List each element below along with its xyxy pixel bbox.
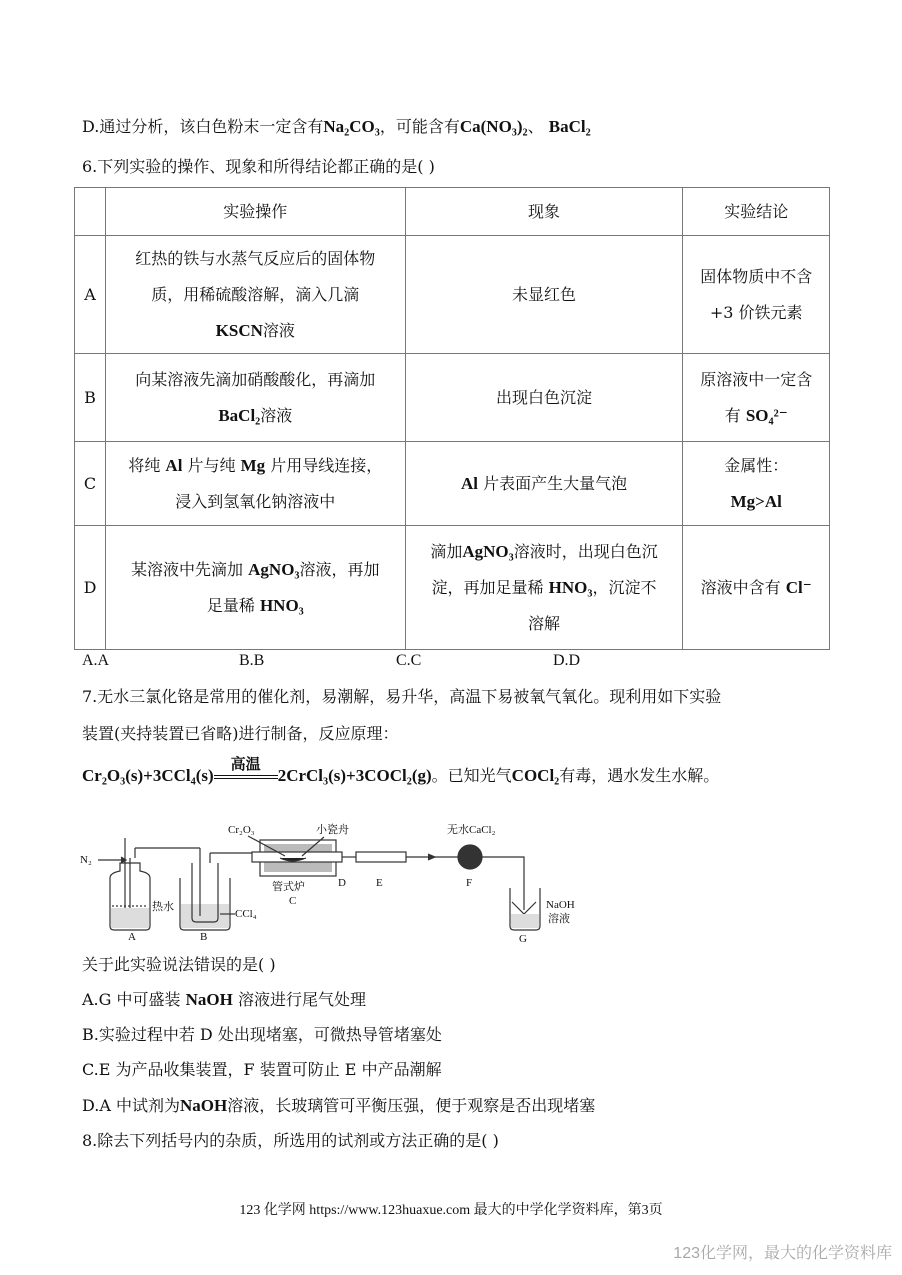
eq-condition <box>214 755 278 786</box>
label-e: E <box>376 877 383 889</box>
row-conclusion <box>683 354 830 442</box>
q7-line2: 装置(夹持装置已省略)进行制备，反应原理： <box>82 724 399 743</box>
row-conclusion <box>683 526 830 650</box>
formula-cano3: Ca(NO₃)₂ <box>459 117 528 136</box>
concl-line: Mg>Al <box>730 491 782 511</box>
q7-line1: 7.无水三氯化铬是常用的催化剂，易潮解，易升华，高温下易被氧气氧化。现利用如下实验 <box>82 687 722 706</box>
op-line <box>114 588 397 624</box>
q5d-prefix: D.通过分析，该白色粉末一定含有 <box>82 117 324 136</box>
concl-line: 固体物质中不含 <box>700 266 813 286</box>
q7-option-d[interactable] <box>82 1093 595 1116</box>
formula-hno3: HNO₃ <box>259 595 304 615</box>
op-text: 将纯 <box>128 455 161 475</box>
eq-products: 2CrCl₃(s)+3COCl₂(g) <box>277 766 432 785</box>
phen-text: 片表面产生大量气泡 <box>483 473 628 493</box>
row-label: A <box>75 236 106 354</box>
formula-cocl2: COCl₂ <box>511 766 560 785</box>
row-conclusion <box>683 236 830 354</box>
q6-option-c[interactable]: C.C <box>396 652 422 669</box>
phen-line: 溶解 <box>528 613 561 633</box>
label-naoh: NaOH <box>546 899 575 911</box>
table-header-row <box>75 188 830 236</box>
header-conclusion: 实验结论 <box>683 188 830 236</box>
watermark-text: 123化学网，最大的化学资料库 <box>673 1245 892 1262</box>
op-line: 质，用稀硫酸溶解，滴入几滴 <box>151 284 360 304</box>
row-operation <box>105 354 405 442</box>
option-text: D.A 中试剂为 <box>82 1096 180 1115</box>
phen-text: 淀，再加足量稀 <box>431 577 544 597</box>
op-text: 溶液 <box>260 405 293 425</box>
option-text: A.G 中可盛装 <box>82 990 181 1009</box>
formula-agno3: AgNO₃ <box>248 559 300 579</box>
row-label: D <box>75 526 106 650</box>
q5d-mid: ，可能含有 <box>379 117 460 136</box>
op-line <box>114 552 397 588</box>
table-row <box>75 354 830 442</box>
op-text: 溶液，再加 <box>299 559 380 579</box>
row-operation <box>105 442 405 526</box>
row-label: C <box>75 442 106 526</box>
q6-table <box>74 187 830 650</box>
row-phenomenon <box>405 442 683 526</box>
formula-bacl2: BaCl₂ <box>548 117 591 136</box>
row-phenomenon: 出现白色沉淀 <box>405 354 683 442</box>
q8-stem: 8.除去下列括号内的杂质，所选用的试剂或方法正确的是( ) <box>82 1131 499 1150</box>
op-line <box>114 398 397 434</box>
label-solution: 溶液 <box>548 913 570 925</box>
label-f: F <box>466 877 473 889</box>
label-ccl4: CCl₄ <box>235 908 257 920</box>
formula-mg: Mg <box>240 455 266 475</box>
row-label: B <box>75 354 106 442</box>
label-furnace: 管式炉 <box>272 881 305 893</box>
op-line: 红热的铁与水蒸气反应后的固体物 <box>135 248 376 268</box>
formula-kscn: KSCN <box>215 320 263 340</box>
concl-text: 有 <box>724 405 741 425</box>
table-row <box>75 236 830 354</box>
concl-line: 金属性： <box>724 455 789 475</box>
page-footer: 123 化学网 https://www.123huaxue.com 最大的中学化学资料库，第3页 <box>239 1203 663 1218</box>
row-operation <box>105 236 405 354</box>
q5-option-d <box>82 114 591 137</box>
op-line: 向某溶液先滴加硝酸酸化，再滴加 <box>135 369 376 389</box>
concl-text: 溶液中含有 <box>700 577 781 597</box>
table-row <box>75 442 830 526</box>
q5d-sep: 、 <box>527 117 544 136</box>
phen-line <box>414 534 675 570</box>
eq-reactants: Cr₂O₃(s)+3CCl₄(s) <box>82 766 214 785</box>
concl-line: 原溶液中一定含 <box>700 369 813 389</box>
q6-option-d[interactable]: D.D <box>553 652 581 669</box>
formula-naoh: NaOH <box>180 1096 228 1115</box>
op-text: 足量稀 <box>206 595 255 615</box>
concl-line: +3 价铁元素 <box>709 302 803 322</box>
eq-condition-label: 高温 <box>230 755 261 773</box>
row-phenomenon: 未显红色 <box>405 236 683 354</box>
q7-option-b[interactable]: B.实验过程中若 D 处出现堵塞，可微热导管堵塞处 <box>82 1025 442 1044</box>
op-text: 溶液 <box>262 320 295 340</box>
op-line: 浸入到氢氧化钠溶液中 <box>175 491 336 511</box>
formula-agno3: AgNO₃ <box>462 541 514 561</box>
formula-naoh: NaOH <box>185 990 233 1009</box>
row-operation <box>105 526 405 650</box>
q7-question: 关于此实验说法错误的是( ) <box>82 955 276 974</box>
op-text: 片用导线连接， <box>270 455 383 475</box>
q7-option-a[interactable] <box>82 987 366 1010</box>
formula-al: Al <box>460 473 478 493</box>
q6-option-a[interactable]: A.A <box>82 652 110 669</box>
formula-na2co3: Na₂CO₃ <box>323 117 380 136</box>
label-c: C <box>289 895 297 907</box>
option-text: 溶液进行尾气处理 <box>237 990 366 1009</box>
phen-text: 滴加 <box>430 541 463 561</box>
concl-line <box>691 398 821 434</box>
label-cacl2: 无水CaCl₂ <box>447 824 496 836</box>
formula-sulfate: SO₄²⁻ <box>745 405 788 425</box>
label-d: D <box>338 877 346 889</box>
drying-tube-f <box>458 845 482 869</box>
phen-line <box>414 570 675 606</box>
header-blank <box>75 188 106 236</box>
q6-stem: 6.下列实验的操作、现象和所得结论都正确的是( ) <box>82 157 435 176</box>
label-cr2o3: Cr₂O₃ <box>228 824 255 836</box>
table-row <box>75 526 830 650</box>
op-line <box>114 313 397 349</box>
formula-chloride: Cl⁻ <box>785 577 812 597</box>
label-hot-water: 热水 <box>152 901 174 913</box>
q7-option-c[interactable]: C.E 为产品收集装置，F 装置可防止 E 中产品潮解 <box>82 1060 442 1079</box>
formula-bacl2: BaCl₂ <box>218 405 261 425</box>
label-g: G <box>519 933 527 943</box>
phen-text: 溶液时，出现白色沉 <box>513 541 658 561</box>
apparatus-diagram <box>80 818 600 943</box>
label-b: B <box>200 931 208 943</box>
op-text: 片与纯 <box>187 455 236 475</box>
op-text: 某溶液中先滴加 <box>131 559 244 579</box>
label-a: A <box>128 931 136 943</box>
label-boat: 小瓷舟 <box>316 824 349 836</box>
header-phenomenon: 现象 <box>405 188 683 236</box>
row-conclusion <box>683 442 830 526</box>
formula-al: Al <box>165 455 183 475</box>
formula-hno3: HNO₃ <box>548 577 593 597</box>
q6-option-b[interactable]: B.B <box>239 652 265 669</box>
label-n2: N₂ <box>80 854 92 866</box>
op-line <box>114 448 397 484</box>
option-text: 溶液，长玻璃管可平衡压强，便于观察是否出现堵塞 <box>227 1096 596 1115</box>
phen-text: ，沉淀不 <box>592 577 657 597</box>
eq-note: 有毒，遇水发生水解。 <box>559 766 720 785</box>
eq-note: 。已知光气 <box>431 766 512 785</box>
reaction-equation <box>82 755 720 799</box>
row-phenomenon <box>405 526 683 650</box>
header-operation: 实验操作 <box>105 188 405 236</box>
